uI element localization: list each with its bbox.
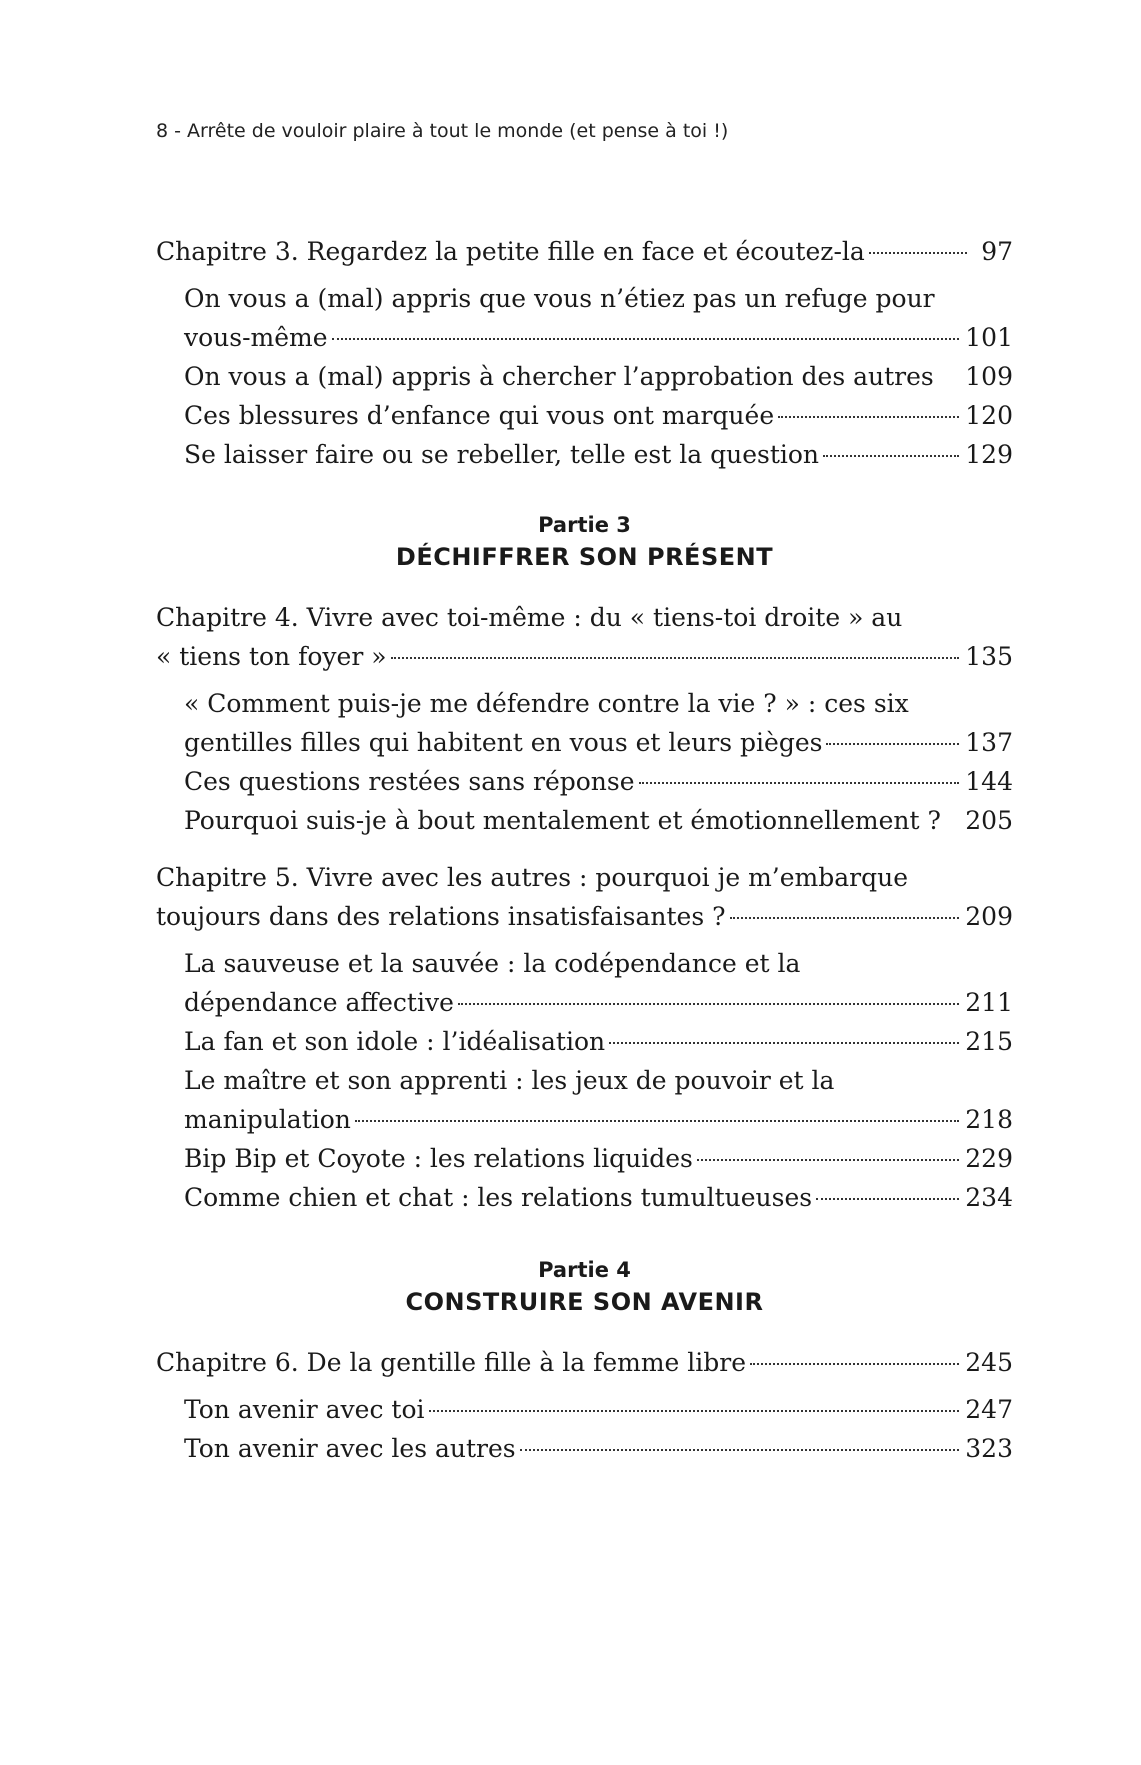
leader-dots (429, 1409, 960, 1412)
toc-entry-title: « Comment puis-je me défendre contre la vie ? » : ces six (184, 689, 909, 718)
leader-dots (458, 1002, 959, 1005)
toc-entry-title: Comme chien et chat : les relations tumultueuses (184, 1183, 813, 1212)
page-number: 247 (965, 1395, 1013, 1424)
toc-entry (156, 801, 1013, 840)
toc-entry (156, 1390, 1013, 1429)
toc-chapter-6 (156, 1343, 1013, 1382)
toc-entry (156, 1061, 1013, 1139)
toc-chapter-title: Chapitre 6. De la gentille fille à la femme libre (156, 1348, 747, 1377)
toc-entry (156, 1022, 1013, 1061)
running-header: 8 - Arrête de vouloir plaire à tout le monde (et pense à toi !) (156, 120, 729, 142)
toc-entry (156, 762, 1013, 801)
part-heading-3 (156, 510, 1013, 574)
toc-entry (156, 1429, 1013, 1468)
leader-dots (355, 1119, 959, 1122)
leader-dots (945, 822, 959, 823)
leader-dots (609, 1041, 959, 1044)
toc-entry (156, 684, 1013, 762)
toc-chapter-title: toujours dans des relations insatisfaisantes ? (156, 902, 726, 931)
leader-dots (778, 415, 959, 418)
toc-entry-title: Ton avenir avec toi (184, 1395, 425, 1424)
page-number: 144 (965, 767, 1013, 796)
toc-chapter-title: Chapitre 5. Vivre avec les autres : pourquoi je m’embarque (156, 863, 908, 892)
leader-dots (816, 1197, 959, 1200)
toc-entry (156, 944, 1013, 1022)
toc-entry-title: On vous a (mal) appris à chercher l’approbation des autres (184, 362, 934, 391)
toc-chapter-5 (156, 858, 1013, 936)
toc-entry (156, 435, 1013, 474)
toc-entry-title: Ces blessures d’enfance qui vous ont marquée (184, 401, 775, 430)
leader-dots (938, 378, 960, 379)
page-number: 245 (965, 1348, 1013, 1377)
toc-entry-title: Pourquoi suis-je à bout mentalement et émotionnellement ? (184, 806, 941, 835)
page-number: 137 (965, 728, 1013, 757)
page-number: 229 (965, 1144, 1013, 1173)
page-number: 234 (965, 1183, 1013, 1212)
toc-chapter-title: Chapitre 3. Regardez la petite fille en face et écoutez-la (156, 237, 865, 266)
leader-dots (826, 742, 959, 745)
toc-chapter-4 (156, 598, 1013, 676)
toc-entry-title: dépendance affective (184, 988, 454, 1017)
page-number: 209 (965, 902, 1013, 931)
part-number: Partie 4 (538, 1258, 631, 1282)
toc-entry (156, 279, 1013, 357)
toc-chapter-3 (156, 232, 1013, 271)
page-number: 211 (965, 988, 1013, 1017)
toc-entry-title: La sauveuse et la sauvée : la codépendance et la (184, 949, 801, 978)
page-number: 109 (965, 362, 1013, 391)
table-of-contents (156, 232, 1013, 1468)
page-number: 129 (965, 440, 1013, 469)
toc-entry-title: Se laisser faire ou se rebeller, telle est la question (184, 440, 820, 469)
toc-entry-title: gentilles filles qui habitent en vous et leurs pièges (184, 728, 823, 757)
toc-entry-title: Ton avenir avec les autres (184, 1434, 516, 1463)
leader-dots (520, 1448, 960, 1451)
leader-dots (823, 454, 959, 457)
page-number: 120 (965, 401, 1013, 430)
page-number: 205 (965, 806, 1013, 835)
toc-entry-title: vous-même (184, 323, 328, 352)
page-number: 135 (965, 642, 1013, 671)
toc-chapter-title: « tiens ton foyer » (156, 642, 387, 671)
leader-dots (391, 656, 960, 659)
part-title: CONSTRUIRE SON AVENIR (405, 1288, 764, 1316)
leader-dots (750, 1362, 959, 1365)
toc-entry-title: On vous a (mal) appris que vous n’étiez pas un refuge pour (184, 284, 935, 313)
toc-entry-title: Le maître et son apprenti : les jeux de pouvoir et la (184, 1066, 835, 1095)
page-number: 97 (981, 237, 1013, 266)
leader-dots (730, 916, 960, 919)
toc-entry-title: La fan et son idole : l’idéalisation (184, 1027, 606, 1056)
toc-entry (156, 396, 1013, 435)
toc-entry-title: Ces questions restées sans réponse (184, 767, 635, 796)
page-number: 218 (965, 1105, 1013, 1134)
leader-dots (869, 251, 967, 254)
page-number: 215 (965, 1027, 1013, 1056)
leader-dots (332, 337, 960, 340)
toc-entry-title: manipulation (184, 1105, 351, 1134)
page-number: 323 (965, 1434, 1013, 1463)
toc-entry (156, 357, 1013, 396)
toc-chapter-title: Chapitre 4. Vivre avec toi-même : du « tiens-toi droite » au (156, 603, 903, 632)
toc-entry (156, 1178, 1013, 1217)
part-heading-4 (156, 1255, 1013, 1319)
leader-dots (697, 1158, 959, 1161)
leader-dots (639, 781, 960, 784)
toc-entry-title: Bip Bip et Coyote : les relations liquides (184, 1144, 693, 1173)
part-number: Partie 3 (538, 513, 631, 537)
part-title: DÉCHIFFRER SON PRÉSENT (395, 543, 774, 571)
page-number: 101 (965, 323, 1013, 352)
toc-entry (156, 1139, 1013, 1178)
